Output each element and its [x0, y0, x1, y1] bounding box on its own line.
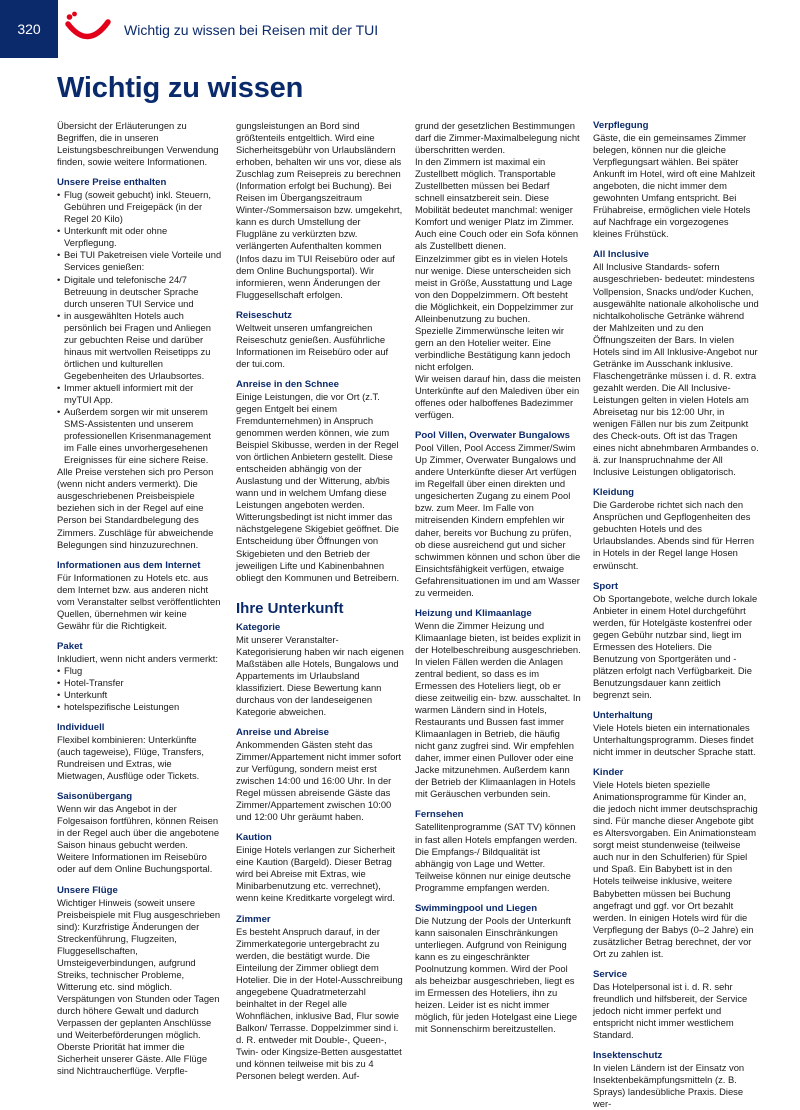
section-heading-saison: Saisonübergang: [57, 791, 133, 803]
paket-list: [57, 665, 222, 713]
zimmer-continued-text: grund der gesetzlichen Bestimmungen darf die Zimmer-Maximalbelegung nicht überschritten werden.: [415, 120, 580, 156]
pool-villen-text: Pool Villen, Pool Access Zimmer/Swim Up Zimmer, Overwater Bungalows und andere Unterkünfte dieser Art verfügen im Regelfall über einen direkten und ungesicherten Zugang zu einem Pool bzw. zum Meer. Im Falle von mitreisenden Kindern empfehlen wir daher, bereits vor Buchung zu prüfen, ob diese ausreichend gut und sicher schwimmen können und schon über die Einsichtsfähigkeit verfügen, etwaige Gefahrensituationen im und am Wasser zu vermeiden.: [415, 442, 581, 598]
section-heading-zimmer: Zimmer: [236, 913, 271, 925]
section-heading-service: Service: [593, 968, 628, 980]
section-heading-kategorie: Kategorie: [236, 621, 281, 633]
list-item: • Unterkunft: [57, 689, 222, 701]
list-item: • in ausgewählten Hotels auch persönlich bei Fragen und Anliegen zur gebuchten Reise und darüber hinaus mit wertvollen Reisetipps zu örtlichen und kulturellen Gegebenheiten des Urlaubsortes.: [57, 310, 222, 382]
page-title: Wichtig zu wissen: [57, 72, 304, 104]
tui-logo-icon: [66, 10, 110, 46]
list-item: • Immer aktuell informiert mit der myTUI App.: [57, 382, 222, 406]
page-header: [0, 0, 800, 58]
paket-text: Inkludiert, wenn nicht anders vermerkt:: [57, 652, 219, 664]
kategorie-text: Mit unserer Veranstalter-Kategorisierung haben wir nach eigenen Maßstäben alle Hotels, Bungalows und Appartements im Urlaubsland klassifiziert. Diese Bewertung kann durchaus von der landeseigenen Kategorie abweichen.: [236, 633, 404, 717]
zimmer-text: Es besteht Anspruch darauf, in der Zimmerkategorie untergebracht zu werden, die bestätigt wurde. Die Einteilung der Zimmer obliegt dem Hotelier. Die in der Hotel-Ausschreibung angegebene Quadratmeterzahl beinhaltet in der Regel alle Wohnflächen, inklusive Bad, Flur sowie Balkon/ Terrasse. Doppelzimmer sind i. d. R. entweder mit Double-, Queen-, Twin- oder Kingsize-Betten ausgestattet und können teilweise mit bis zu 4 Personen belegt werden. Auf-: [236, 925, 403, 1082]
section-heading-insektenschutz: Insektenschutz: [593, 1050, 663, 1062]
reiseschutz-text: Weltweit unseren umfangreichen Reiseschutz genießen. Ausführliche Informationen im Reisebüro oder auf der tui.com.: [236, 321, 389, 369]
column-3: [415, 120, 581, 1065]
list-item: • Hotel-Transfer: [57, 677, 222, 689]
section-heading-unterhaltung: Unterhaltung: [593, 709, 653, 721]
zimmer-wuensche-text: Spezielle Zimmerwünsche leiten wir gern an den Hotelier weiter. Eine verbindliche Bestätigung kann jedoch nicht erfolgen.: [415, 324, 571, 372]
sport-text: Ob Sportangebote, welche durch lokale Anbieter in einem Hotel durchgeführt werden, für Hotelgäste kostenfrei oder gegen Gebühr nutzbar sind, liegt im Ermessen des Hoteliers. Die Benutzung von Sportgeräten und -plätzen erfolgt nach Verfügbarkeit. Die Benutzungsdauer kann zeitlich begrenzt sein.: [593, 592, 758, 700]
swimmingpool-text: Die Nutzung der Pools der Unterkunft kann saisonalen Einschränkungen unterliegen. Aufgrund von Reinigung kann es zu eingeschränkter Poolnutzung kommen. Wird der Pool als beheizbar ausgeschrieben, liegt es im Ermessen des Hoteliers, ihn zu heizen. Leider ist es nicht immer möglich, für jeden Hotelgast eine Liege mit Sonnenschirm bereitzustellen.: [415, 914, 578, 1035]
fluege-text: Wichtiger Hinweis (soweit unsere Preisbeispiele mit Flug ausgeschrieben sind): Kurzfristige Änderungen der Streckenführung, Flugzeiten, Fluggesellschaften, Umsteigeverbindungen, aufgrund Streiks, technischer Probleme, Witterung etc. sind möglich. Verspätungen von Stunden oder Tagen durch höhere Gewalt und dadurch Verpassen der geplanten Anschlüsse und Weiterbeförderungen möglich. Oberste Priorität hat immer die Sicherheit unserer Gäste. Alle Flüge sind Nichtraucherflüge. Verpfle-: [57, 896, 221, 1077]
preise-text: Alle Preise verstehen sich pro Person (wenn nicht anders vermerkt). Die ausgeschriebenen Preisbeispiele beziehen sich in der Regel auf eine Person bei Standardbelegung des Zimmers. Zuschläge für abweichende Belegungen sind hinzuzurechnen.: [57, 466, 214, 550]
schnee-text: Einige Leistungen, die vor Ort (z.T. gegen Entgelt bei einem Fremdunternehmen) in Anspruch genommen werden können, wie zum Beispiel Skibusse, werden in der Regel von örtlichen Anbietern gestellt. Diese entscheiden abhängig von der Auslastung und der Witterung, ab/bis wann und in welchem Umfang diese Leistungen angeboten werden. Witterungsbedingt ist nicht immer das nächstgelegene Skigebiet geöffnet. Die Entscheidung über Öffnungen von Skigebieten und den Betrieb der jeweiligen Lifte und Kabinenbahnen obliegt den Kommunen und Betreibern.: [236, 390, 400, 583]
section-heading-all-inclusive: All Inclusive: [593, 249, 649, 261]
list-item: • Flug (soweit gebucht) inkl. Steuern, Gebühren und Freigepäck (in der Regel 20 Kilo): [57, 189, 222, 225]
section-heading-heizung: Heizung und Klimaanlage: [415, 607, 532, 619]
section-title-unterkunft: Ihre Unterkunft: [236, 599, 344, 617]
service-text: Das Hotelpersonal ist i. d. R. sehr freundlich und hilfsbereit, der Service jedoch nicht immer perfekt und entspricht nicht immer westlichem Standard.: [593, 980, 748, 1040]
section-heading-sport: Sport: [593, 580, 619, 592]
all-inclusive-text: All Inclusive Standards- sofern ausgeschrieben- bedeutet: mindestens Vollpension, Snacks und/oder Kuchen, ausgewählte nationale alkoholische und nichtalkoholische Getränke während der Mahlzeiten und zu den Öffnungszeiten der Bars. In vielen Hotels sind im All Inklusive-Angebot nur Getränke im Ausschank inklusive. Flaschengetränke müssen i. d. R. extra gezahlt werden. Die All Inclusive- Leistungen gelten in vielen Hotels am Abreisetag nur bis 12:00 Uhr, in wenigen Fällen nur bis zum Zeitpunkt des Check-outs. Oft ist das Tragen eines nicht abnehmbaren Armbandes o. ä. zur Inanspruchnahme der All Inclusive Leistungen obligatorisch.: [593, 261, 759, 478]
section-heading-schnee: Anreise in den Schnee: [236, 378, 339, 390]
section-heading-paket: Paket: [57, 640, 83, 652]
list-item: • hotelspezifische Leistungen: [57, 701, 222, 713]
section-heading-swimmingpool: Swimmingpool und Liegen: [415, 902, 538, 914]
column-4: [593, 120, 759, 1110]
section-heading-reiseschutz: Reiseschutz: [236, 309, 292, 321]
section-heading-internet: Informationen aus dem Internet: [57, 559, 201, 571]
insektenschutz-text: In vielen Ländern ist der Einsatz von Insektenbekämpfungsmitteln (z. B. Sprays) landesübliche Praxis. Diese wer-: [593, 1062, 745, 1110]
zimmer-einzelzimmer-text: Einzelzimmer gibt es in vielen Hotels nur wenige. Diese unterscheiden sich meist in Größe, Ausstattung und Lage von den Doppelzimmern. Oft besteht die Möglichkeit, ein Doppelzimmer zur Alleinbenutzung zu buchen.: [415, 252, 574, 324]
column-2: [236, 120, 404, 1082]
internet-text: Für Informationen zu Hotels etc. aus dem Internet bzw. aus anderen nicht vom Veranstalter selbst veröffentlichten Quellen, übernehmen wir keine Gewähr für die Richtigkeit.: [57, 571, 221, 631]
section-heading-pool-villen: Pool Villen, Overwater Bungalows: [415, 430, 570, 442]
section-heading-fernsehen: Fernsehen: [415, 809, 464, 821]
kinder-text: Viele Hotels bieten spezielle Animationsprogramme für Kinder an, die jedoch nicht immer deutschsprachig sind. Für manche dieser Angebote gibt es Altersvorgaben. Ein Animationsteam sorgt meist stundenweise (teilweise auch nur in den Schulferien) für Spiel und Spaß. Ein Babybett ist in den Hotels teilweise inklusive, weitere Babybetten müssen bei Buchung angefragt und ggf. vor Ort bezahlt werden. In einigen Hotels wird für die Verpflegung der Babys (0–2 Jahre) ein zusätzlicher Betrag berechnet, der vor Ort zu zahlen ist.: [593, 779, 758, 959]
kleidung-text: Die Garderobe richtet sich nach den Ansprüchen und Gepflogenheiten des gebuchten Hotels und des Urlaubslandes. Abends sind für Herren in Hotels in der Regel lange Hosen erwünscht.: [593, 499, 755, 571]
section-heading-individuell: Individuell: [57, 722, 105, 734]
anreise-text: Ankommenden Gästen steht das Zimmer/Appartement nicht immer sofort zur Verfügung, sondern meist erst zwischen 14:00 und 16:00 Uhr. In der Regel müssen abreisende Gäste das Zimmer/Appartement zwischen 10:00 und 12:00 Uhr geräumt haben.: [236, 738, 402, 823]
running-title: Wichtig zu wissen bei Reisen mit der TUI: [124, 22, 379, 38]
kaution-text: Einige Hotels verlangen zur Sicherheit eine Kaution (Bargeld). Dieser Betrag wird bei Abreise mit Extras, wie Minibarbenutzung etc. verrechnet), wenn keine Kreditkarte vorgelegt wird.: [236, 844, 395, 904]
intro-text: Übersicht der Erläuterungen zu Begriffen, die in unseren Leistungsbeschreibungen Verwendung finden, sowie weitere Informationen.: [57, 120, 219, 168]
section-heading-anreise: Anreise und Abreise: [236, 726, 329, 738]
section-heading-preise: Unsere Preise enthalten: [57, 177, 167, 189]
page-number: 320: [0, 0, 58, 58]
list-item: • Außerdem sorgen wir mit unserem SMS-Assistenten und unserem professionellen Krisenmanagement im Falle eines unvorhergesehenen Ereignisses für eine sichere Reise.: [57, 406, 222, 466]
heizung-text: Wenn die Zimmer Heizung und Klimaanlage bieten, ist beides explizit in der Hotelbeschreibung ausgeschrieben. In vielen Fällen werden die Anlagen zentral bedient, so dass es im Ermessen des Hoteliers liegt, ob er diese zeitweilig ein- bzw. ausschaltet. In warmen Ländern sind in Hotels, Restaurants und Bussen fast immer Klimaanlagen in Betrieb, die häufig nicht ganz zugfrei sind. Wir empfehlen daher, immer einen Pullover oder eine Jacke mitzunehmen. Außerdem kann der Betrieb der Klimaanlagen in Hotels mit Geräuschen verbunden sein.: [415, 619, 581, 800]
section-heading-kaution: Kaution: [236, 832, 272, 844]
list-item: • Unterkunft mit oder ohne Verpflegung.: [57, 225, 222, 249]
preise-list: [57, 189, 222, 466]
column-1: [57, 120, 222, 1077]
section-heading-kinder: Kinder: [593, 767, 624, 779]
individuell-text: Flexibel kombinieren: Unterkünfte (auch tageweise), Flüge, Transfers, Rundreisen und Extras, wie Mietwagen, Ausflüge oder Tickets.: [57, 734, 204, 782]
section-heading-verpflegung: Verpflegung: [593, 120, 649, 131]
zimmer-zustellbett-text: In den Zimmern ist maximal ein Zustellbett möglich. Transportable Zustellbetten müssen bei Bedarf schnell einsatzbereit sein. Diese Mobilität bedeutet manchmal: weniger Komfort und weniger Platz im Zimmer. Auch eine Couch oder ein Sofa können als Zustellbett dienen.: [415, 156, 579, 252]
fernsehen-text: Satellitenprogramme (SAT TV) können in fast allen Hotels empfangen werden. Die Empfangs-/ Bildqualität ist abhängig von Lage und Wetter. Teilweise können nur einige deutsche Programme empfangen werden.: [415, 821, 578, 893]
list-item: • Flug: [57, 665, 222, 677]
zimmer-malediven-text: Wir weisen darauf hin, dass die meisten Unterkünfte auf den Malediven über ein offenes oder halboffenes Badezimmer verfügen.: [415, 372, 581, 421]
list-item: • Bei TUI Paketreisen viele Vorteile und Services genießen:: [57, 249, 222, 273]
verpflegung-text: Gäste, die ein gemeinsames Zimmer belegen, können nur die gleiche Verpflegungsart wählen. Bei später Ankunft im Hotel, wird oft eine Mahlzeit angeboten, die nicht immer dem gewohnten Umfang entspricht. Bei Frühabreise, ermöglichen viele Hotels auf Nachfrage ein vorgezogenes kleines Frühstück.: [593, 132, 756, 240]
section-heading-fluege: Unsere Flüge: [57, 884, 118, 896]
section-heading-kleidung: Kleidung: [593, 487, 635, 499]
saison-text: Wenn wir das Angebot in der Folgesaison fortführen, können Reisen in der Regel auch über die angebotene Saison hinaus gebucht werden. Weitere Informationen im Reisebüro oder auf dem Online Buchungsportal.: [57, 803, 220, 875]
unterhaltung-text: Viele Hotels bieten ein internationales Unterhaltungsprogramm. Dieses findet nicht immer in deutscher Sprache statt.: [593, 721, 756, 758]
list-item: • Digitale und telefonische 24/7 Betreuung in deutscher Sprache durch unseren TUI Service und: [57, 274, 222, 310]
fluege-continued-text: gungsleistungen an Bord sind größtenteils entgeltlich. Wird eine Sicherheitsgebühr von Urlaubsländern erhoben, behalten wir uns vor, diese als Zuschlag zum Reisepreis zu berechnen (Information erfolgt bei Buchung). Bei Reisen im Übergangszeitraum Winter-/Sommersaison bzw. umgekehrt, kann es durch Umstellung der Flugpläne zu verkürzten bzw. verlängerten Aufenthalten kommen (Infos dazu im TUI Reisebüro oder auf dem Online Buchungsportal). Wir informieren, wenn Änderungen der Fluggesellschaft erfolgen.: [236, 120, 403, 300]
